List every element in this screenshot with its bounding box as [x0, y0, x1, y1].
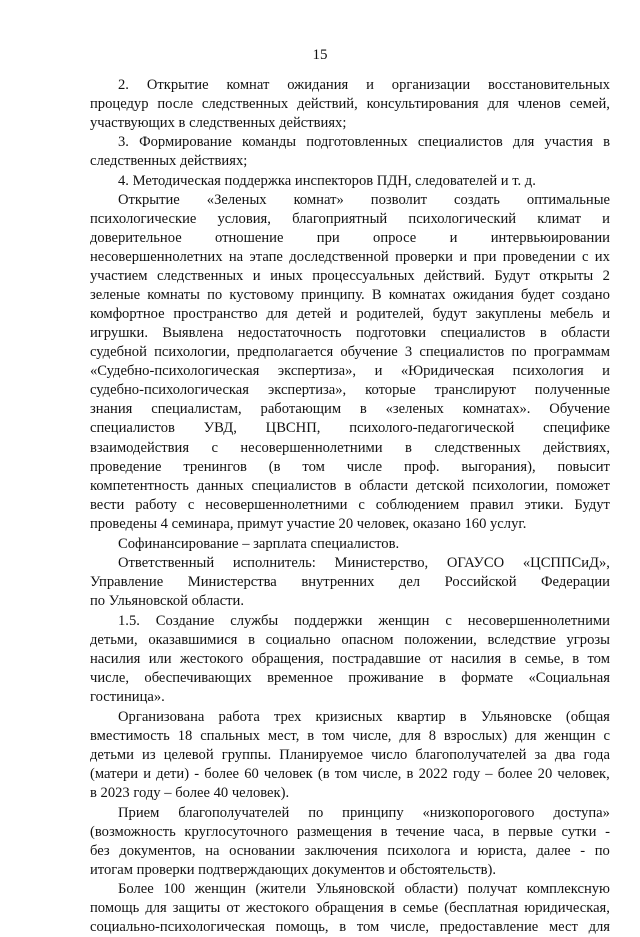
text-line: (матери и дети) - более 60 человек (в том числе, в 2022 году – более 20 человек, — [90, 766, 610, 782]
text-line: участием следственных и иных процессуальных действий. Будут открыты 2 — [90, 268, 610, 284]
text-line: проведение тренингов (в том числе проф. выгорания), повысит — [90, 459, 610, 475]
text-line: знания специалистам, работающим в «зеленых комнатах». Обучение — [90, 401, 610, 417]
text-line: комфортное пространство для детей и родителей, будут закуплены мебель и — [90, 306, 610, 322]
text-line: Прием благополучателей по принципу «низкопорогового доступа» — [118, 805, 610, 821]
text-line: психологические условия, благоприятный психологический климат и — [90, 211, 610, 227]
text-line: насилия или жестокого обращения, пострадавшие от насилия в семье, в том — [90, 651, 610, 667]
text-line: игрушки. Выявлена недостаточность подготовки специалистов в области — [90, 325, 610, 341]
text-line: взаимодействия с несовершеннолетними в следственных действиях, — [90, 440, 610, 456]
text-line: Организована работа трех кризисных квартир в Ульяновске (общая — [118, 709, 610, 725]
text-line: специалистов УВД, ЦВСНП, психолого-педагогической специфике — [90, 420, 610, 436]
text-line: компетентность данных специалистов в области детской психологии, поможет — [90, 478, 610, 494]
text-line: судебно-психологическая экспертиза», которые транслируют полученные — [90, 382, 610, 398]
text-line: следственных действиях; — [90, 153, 248, 169]
text-line: проведены 4 семинара, примут участие 20 человек, оказано 160 услуг. — [90, 516, 527, 532]
text-line: по Ульяновской области. — [90, 593, 245, 609]
text-line: «Судебно-психологическая экспертиза», и «Юридическая психология и — [90, 363, 610, 379]
text-line: вместимость 18 спальных мест, в том числе, для 8 взрослых) для женщин с — [90, 728, 610, 744]
text-line: Открытие «Зеленых комнат» позволит создать оптимальные — [118, 192, 610, 208]
text-line: помощь для защиты от жестокого обращения в семье (бесплатная юридическая, — [90, 900, 610, 916]
text-line: социально-психологическая помощь, в том числе, предоставление мест для — [90, 919, 610, 935]
text-line: детьми, оказавшимися в социально опасном положении, вследствие угрозы — [90, 632, 610, 648]
text-line: Ответственный исполнитель: Министерство, ОГАУСО «ЦСППСиД», — [118, 555, 610, 571]
text-line: (возможность круглосуточного размещения в течение часа, в первые сутки - — [90, 824, 610, 840]
text-line: судебной психологии, предполагается обучение 3 специалистов по программам — [90, 344, 610, 360]
text-line: участвующих в следственных действиях; — [90, 115, 347, 131]
text-line: числе, обеспечивающих временное проживание в формате «Социальная — [90, 670, 610, 686]
text-line: зеленые комнаты по кустовому принципу. В комнатах ожидания будет создано — [90, 287, 610, 303]
text-line: доверительное отношение при опросе и интервьюировании — [90, 230, 610, 246]
text-line: без документов, на основании заключения психолога и юриста, далее - по — [90, 843, 610, 859]
text-line: в 2023 году – более 40 человек). — [90, 785, 290, 801]
text-line: 1.5. Создание службы поддержки женщин с несовершеннолетними — [118, 613, 610, 629]
text-line: 2. Открытие комнат ожидания и организации восстановительных — [118, 77, 610, 93]
text-line: 3. Формирование команды подготовленных специалистов для участия в — [118, 134, 610, 150]
text-line: Софинансирование – зарплата специалистов. — [118, 536, 400, 552]
text-line: процедур после следственных действий, консультирования для членов семей, — [90, 96, 610, 112]
text-line: итогам проверки подтверждающих документов и обстоятельств). — [90, 862, 496, 878]
text-line: вести работу с несовершеннолетними с соблюдением правил этики. Будут — [90, 497, 610, 513]
text-line: гостиница». — [90, 689, 165, 705]
text-line: несовершеннолетних на этапе доследственной проверки и при проведении с их — [90, 249, 610, 265]
text-line: детьми из целевой группы. Планируемое число благополучателей за два года — [90, 747, 610, 763]
page-number: 15 — [312, 47, 328, 63]
text-line: 4. Методическая поддержка инспекторов ПДН, следователей и т. д. — [118, 173, 536, 189]
text-line: Управление Министерства внутренних дел Российской Федерации — [90, 574, 610, 590]
text-line: Более 100 женщин (жители Ульяновской области) получат комплексную — [118, 881, 610, 897]
